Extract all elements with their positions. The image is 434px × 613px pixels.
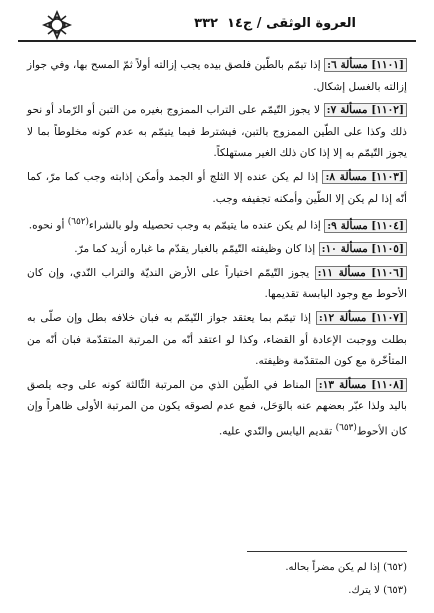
paragraph-text: لا يجوز التّيمّم على التراب الممزوج بغيره من التبن أو الرّماد أو نحو ذلك وكذا على الطّين الممزوج بالتبن، فيشترط فيما يتيمّم به عدم كونه مخلوطاً بما لا يجوز التّيمّم به إلا إذا كان ذلك الغير مستهلكاً. (27, 104, 407, 160)
footnote: (٦٥٢) إذا لم يكن مضراً بحاله. (285, 562, 407, 573)
footnote-ref: (٦٥٢) (67, 217, 89, 228)
header-title-line (194, 16, 356, 31)
footnote-ref: (٦٥٣) (335, 423, 357, 434)
paragraph-text: إذا كان وظيفته التّيمّم بالغبار يقدّم ما غباره أزيد كما مرّ. (74, 243, 319, 256)
issue-marker (322, 170, 407, 184)
paragraph (27, 167, 407, 210)
paragraph (27, 263, 407, 306)
paragraph-number: [١١٠٥] (371, 243, 404, 256)
issue-label: مسألة ١٣: (318, 378, 367, 391)
paragraph-number: [١١٠٤] (371, 219, 404, 232)
document-body (27, 55, 407, 445)
page-header (18, 10, 416, 46)
issue-label: مسألة ١٠: (321, 243, 368, 256)
paragraph-text: إذا لم يكن عنده ما يتيمّم به وجب تحصيله ولو بالشراء (88, 219, 325, 232)
issue-marker (319, 242, 407, 256)
header-rule (18, 40, 416, 42)
paragraph (27, 212, 407, 237)
paragraph-text: تقديم اليابس والنّدي عليه. (218, 425, 336, 438)
issue-marker (324, 103, 407, 117)
paragraph (27, 100, 407, 165)
paragraph-number: [١١٠٢] (371, 104, 404, 117)
issue-marker (324, 58, 407, 72)
footnote-divider (247, 551, 407, 552)
issue-label: مسألة ٦: (327, 59, 368, 71)
issue-label: مسألة ٩: (327, 219, 368, 232)
page-title: العروة الوثقى / ج١٤ (227, 16, 356, 31)
footnote: (٦٥٣) لا يترك. (348, 585, 407, 596)
issue-marker (324, 219, 407, 233)
paragraph-text: إذا لم يكن عنده إلا الثلج أو الجمد وأمكن إذابته وجب كما مرّ، كما أنّه إذا لم يكن إلا الطّين وأمكنه تجفيفه وجب. (27, 170, 407, 205)
issue-label: مسألة ١٢: (318, 312, 367, 325)
issue-label: مسألة ١١: (317, 266, 366, 279)
issue-marker (316, 378, 407, 392)
paragraph (27, 375, 407, 443)
paragraph-text: يجوز التّيمّم اختياراً على الأرض النديّة والتراب النّدي، وإن كان الأحوط مع وجود اليابسة تقديمها. (27, 266, 407, 301)
paragraph-number: [١١٠١] (371, 59, 404, 71)
ornament-icon (42, 10, 72, 40)
footnotes (27, 556, 407, 602)
paragraph-text: إذا تيمّم بما يعتقد جواز التّيمّم به فبان خلافه بطل وإن صلّى به بطلت ووجبت الإعادة أو القضاء، وكذا لو اعتقد أنّه من المرتبة المتقدّمة فبان أنّه من المتأخّرة مع كون المتقدّمة وظيفته. (27, 312, 407, 368)
paragraph-number: [١١٠٨] (371, 378, 404, 391)
paragraph-number: [١١٠٦] (371, 266, 404, 279)
paragraph-text: أو نحوه. (28, 219, 68, 232)
issue-marker (315, 266, 407, 280)
paragraph (27, 55, 407, 98)
paragraph-number: [١١٠٧] (371, 312, 405, 325)
paragraph (27, 239, 407, 261)
paragraph (27, 308, 407, 373)
issue-marker (316, 311, 407, 325)
issue-label: مسألة ٧: (326, 104, 368, 117)
paragraph-text: المناط في الطّين الذي من المرتبة الثّالثة كونه على وجه يلصق باليد ولذا عبّر بعضهم عنه بالوَحَل، فمع عدم لصوقه يكون من المرتبة الأولى ظاهراً وإن كان الأحوط (27, 378, 407, 438)
paragraph-text: إذا تيمّم بالطّين فلصق بيده يجب إزالته أولاً ثمّ المسح بها، وفي جواز إزالته بالغسل إشكال. (27, 59, 407, 93)
page-number: ٣٣٢ (194, 16, 218, 31)
paragraph-number: [١١٠٣] (371, 170, 404, 183)
issue-label: مسألة ٨: (325, 170, 367, 183)
